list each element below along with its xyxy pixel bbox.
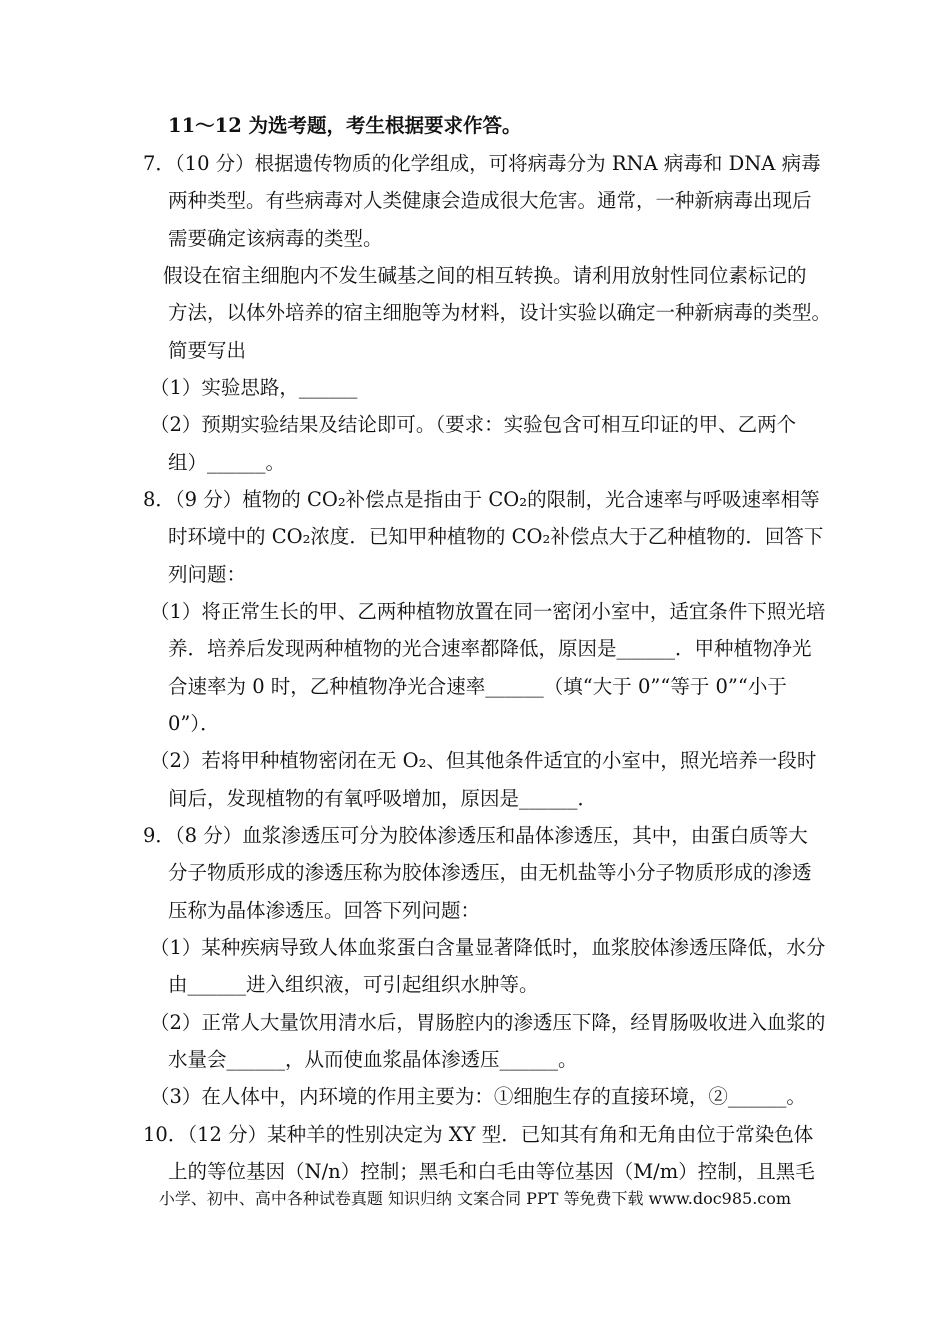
section-instruction: 11～12 为选考题，考生根据要求作答。 (168, 114, 522, 137)
question-9-line-2: 分子物质形成的渗透压称为胶体渗透压，由无机盐等小分子物质形成的渗透 (168, 861, 812, 884)
question-7-line-2: 两种类型。有些病毒对人类健康会造成很大危害。通常，一种新病毒出现后 (168, 189, 812, 212)
question-8-line-1: 8．（9 分）植物的 CO₂补偿点是指由于 CO₂的限制，光合速率与呼吸速率相等 (143, 488, 820, 511)
question-7-part-1: （1）实验思路，______ (150, 376, 358, 399)
question-10-line-1: 10．（12 分）某种羊的性别决定为 XY 型．已知其有角和无角由位于常染色体 (143, 1123, 814, 1146)
page-footer: 小学、初中、高中各种试卷真题 知识归纳 文案合同 PPT 等免费下载 www.doc985.com (158, 1189, 792, 1208)
question-9-part-1: （1）某种疾病导致人体血浆蛋白含量显著降低时，血浆胶体渗透压降低，水分 (150, 936, 826, 959)
question-7-line-1: 7．（10 分）根据遗传物质的化学组成，可将病毒分为 RNA 病毒和 DNA 病毒 (143, 152, 821, 175)
question-7-line-3: 需要确定该病毒的类型。 (168, 227, 383, 250)
question-8-part-1-cont-2: 合速率为 0 时，乙种植物净光合速率______（填“大于 0”“等于 0”“小于 (168, 675, 787, 698)
question-7-part-2: （2）预期实验结果及结论即可。（要求：实验包含可相互印证的甲、乙两个 (150, 413, 797, 436)
question-9-part-3: （3）在人体中，内环境的作用主要为：①细胞生存的直接环境，②______。 (150, 1085, 806, 1108)
question-8-part-2: （2）若将甲种植物密闭在无 O₂、但其他条件适宜的小室中，照光培养一段时 (150, 749, 817, 772)
question-7-line-5: 方法，以体外培养的宿主细胞等为材料，设计实验以确定一种新病毒的类型。 (168, 301, 832, 324)
question-8-line-2: 时环境中的 CO₂浓度．已知甲种植物的 CO₂补偿点大于乙种植物的．回答下 (168, 525, 824, 548)
question-8-line-3: 列问题： (168, 563, 247, 586)
question-8-part-1-cont-1: 养．培养后发现两种植物的光合速率都降低，原因是______．甲种植物净光 (168, 637, 812, 660)
question-8-part-1-cont-3: 0”）． (168, 712, 220, 735)
question-8-part-2-cont: 间后，发现植物的有氧呼吸增加，原因是______． (168, 787, 598, 810)
question-10-line-2: 上的等位基因（N/n）控制；黑毛和白毛由等位基因（M/m）控制，且黑毛 (168, 1160, 815, 1183)
question-9-part-1-cont: 由______进入组织液，可引起组织水肿等。 (168, 973, 539, 996)
question-9-line-3: 压称为晶体渗透压。回答下列问题： (168, 899, 481, 922)
question-9-part-2-cont: 水量会______，从而使血浆晶体渗透压______。 (168, 1048, 578, 1071)
question-7-line-4: 假设在宿主细胞内不发生碱基之间的相互转换。请利用放射性同位素标记的 (163, 264, 807, 287)
question-9-line-1: 9．（8 分）血浆渗透压可分为胶体渗透压和晶体渗透压，其中，由蛋白质等大 (143, 824, 808, 847)
question-9-part-2: （2）正常人大量饮用清水后，胃肠腔内的渗透压下降，经胃肠吸收进入血浆的 (150, 1011, 826, 1034)
question-8-part-1: （1）将正常生长的甲、乙两种植物放置在同一密闭小室中，适宜条件下照光培 (150, 600, 826, 623)
question-7-part-2-cont: 组）______。 (168, 451, 286, 474)
question-7-line-6: 简要写出 (168, 339, 247, 362)
